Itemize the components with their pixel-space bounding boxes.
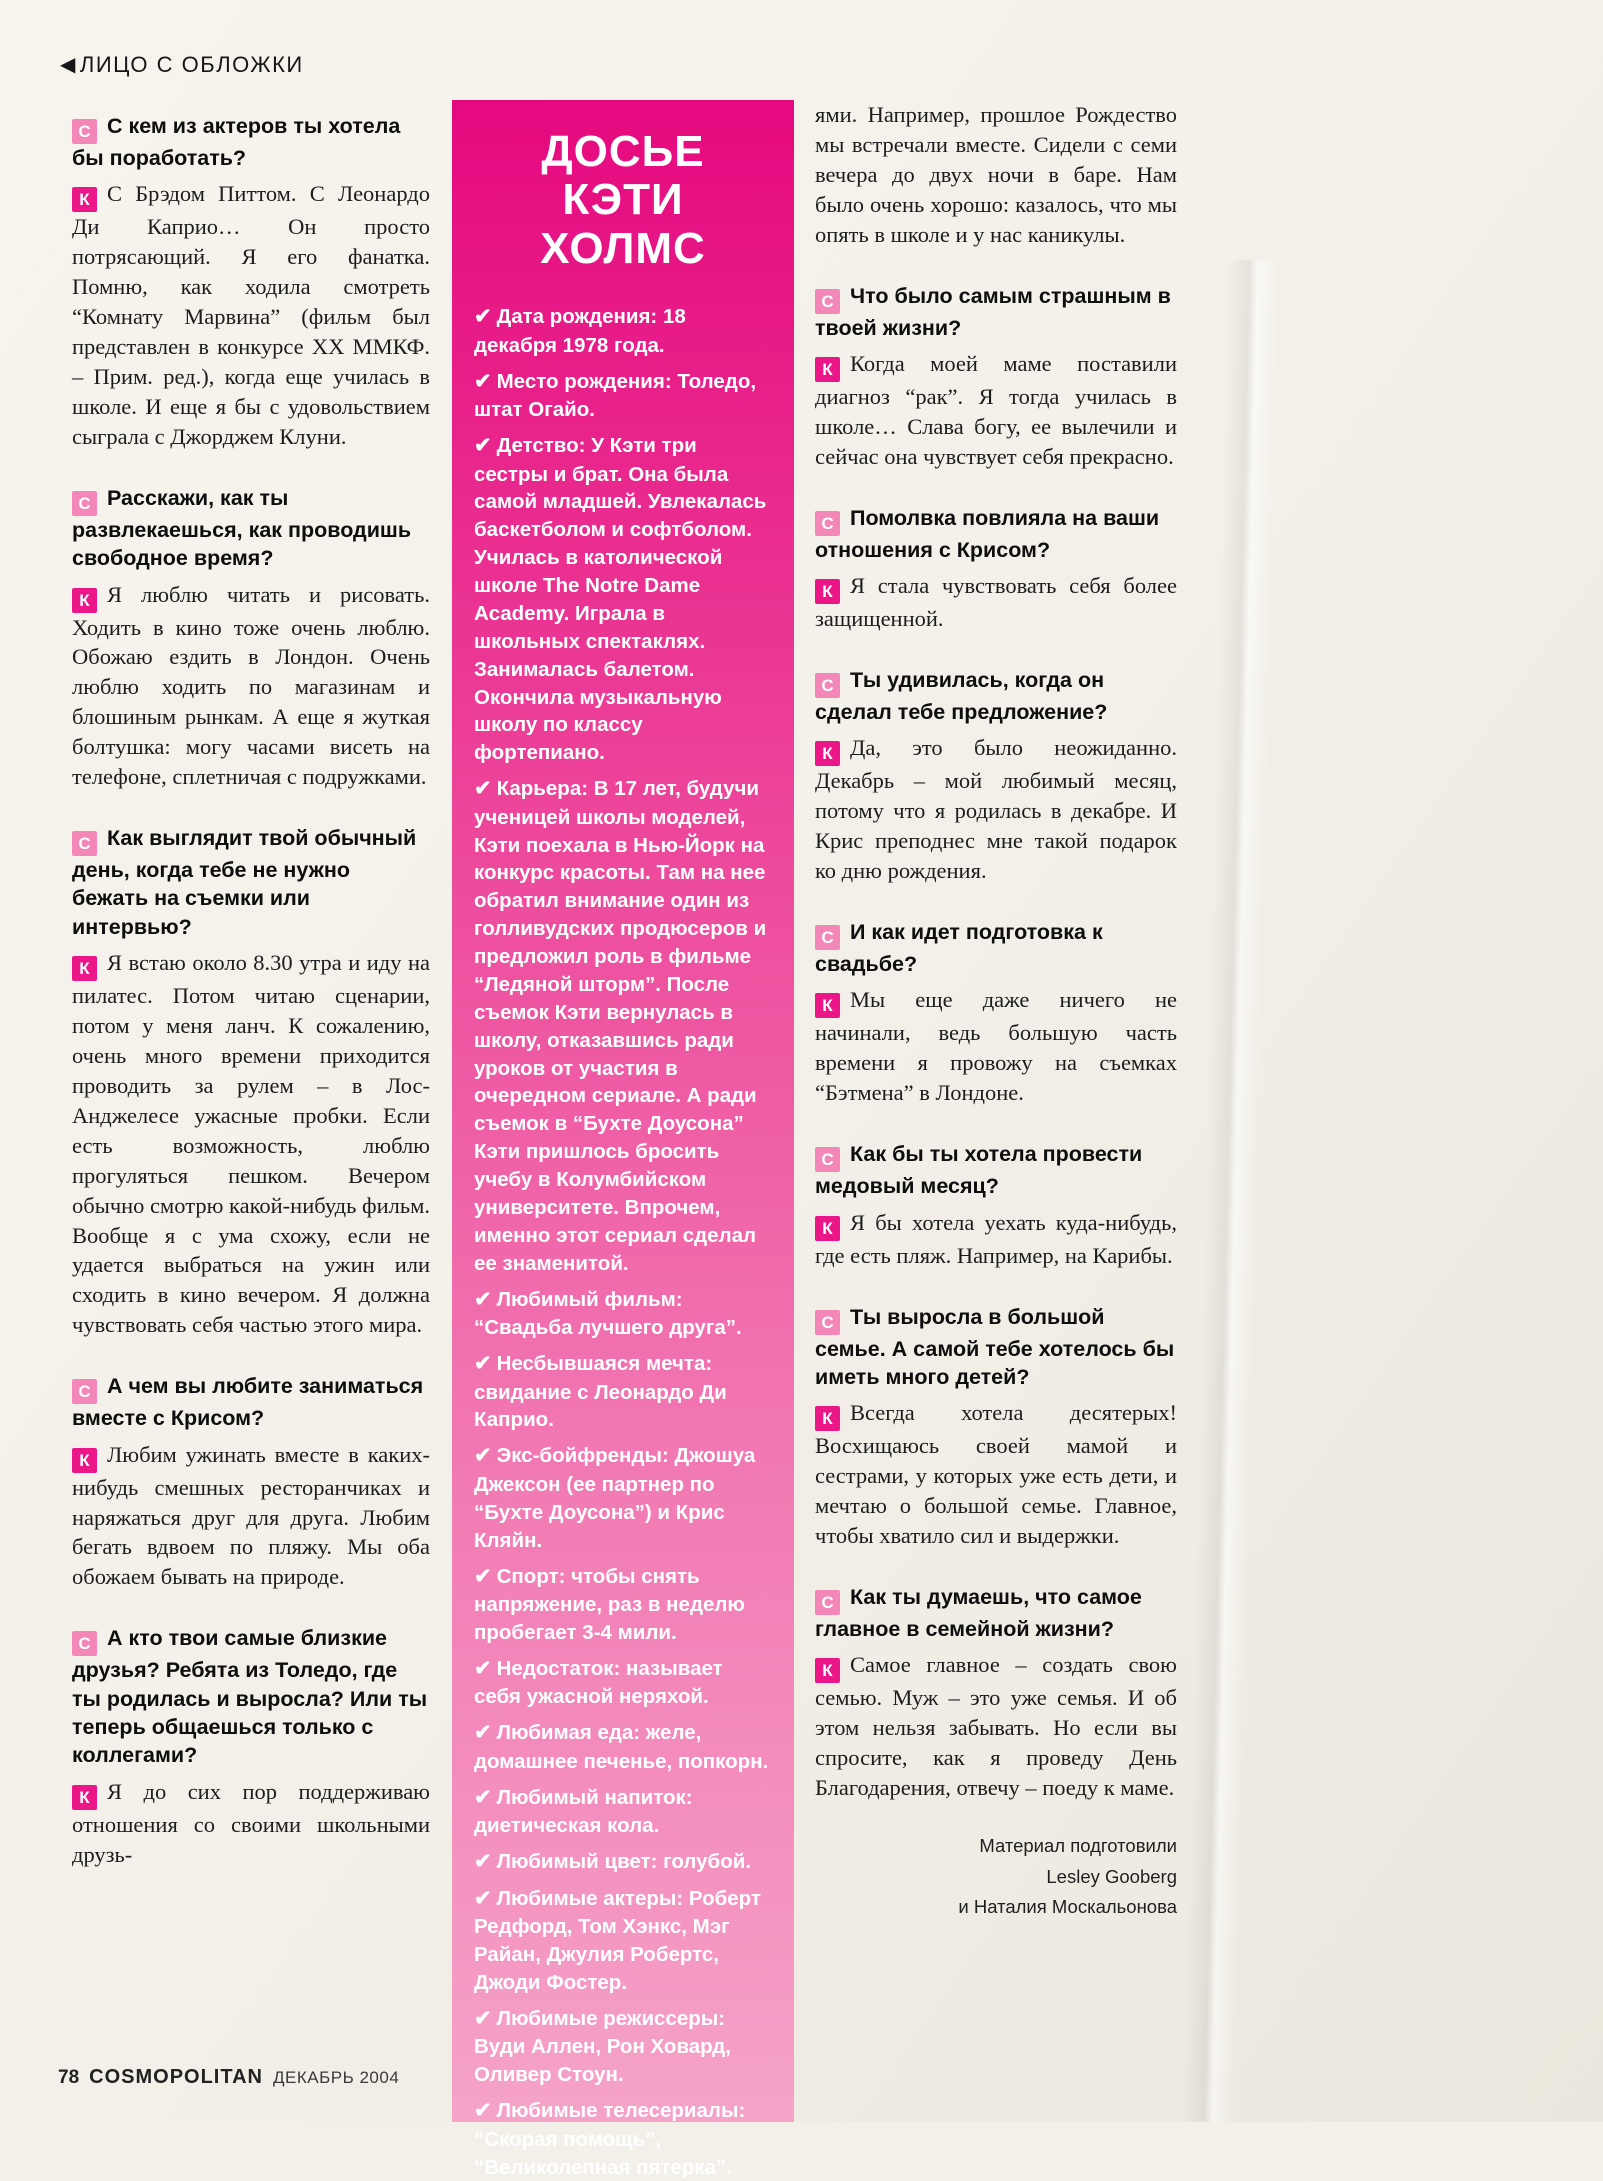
- dossier-item-label: Любимый напиток:: [496, 1785, 693, 1809]
- answer-badge: К: [815, 357, 840, 382]
- right-text-column: [815, 100, 1177, 1923]
- checkmark-icon: ✔: [474, 1287, 492, 1311]
- answer-badge: К: [72, 1448, 97, 1473]
- question-badge: С: [72, 1379, 97, 1404]
- credits-line: и Наталия Москальонова: [958, 1896, 1177, 1918]
- checkmark-icon: ✔: [474, 2099, 492, 2123]
- issue-date: ДЕКАБРЬ 2004: [273, 2068, 400, 2087]
- dossier-item: [474, 303, 772, 359]
- checkmark-icon: ✔: [474, 2006, 492, 2030]
- paragraph-text: А чем вы любите заниматься вместе с Крисом?: [72, 1374, 424, 1431]
- checkmark-icon: ✔: [474, 369, 492, 393]
- checkmark-icon: ✔: [474, 305, 492, 329]
- question-paragraph: [815, 504, 1177, 564]
- paragraph-text: Всегда хотела десятерых! Восхищаюсь своей мамой и сестрами, у которых уже есть дети, и мечтаю о большой семье. Главное, чтобы хватило сил и выдержки.: [815, 1400, 1177, 1549]
- checkmark-icon: ✔: [474, 434, 492, 458]
- dossier-item-label: Карьера:: [496, 777, 594, 801]
- question-badge: С: [815, 1147, 840, 1172]
- paragraph-text: С Брэдом Питтом. С Леонардо Ди Каприо… Он просто потрясающий. Я его фанатка. Помню, как ходила смотреть “Комнату Марвина” (фильм был представлен в конкурсе XX ММКФ. – Прим. ред.), когда еще училась в школе. И еще я бы с удовольствием сыграла с Джорджем Клуни.: [72, 181, 430, 449]
- question-paragraph: [815, 918, 1177, 978]
- dossier-item: [474, 2005, 772, 2089]
- question-badge: С: [815, 673, 840, 698]
- dossier-item-text: В 17 лет, будучи ученицей школы моделей, Кэти поехала в Нью-Йорк на конкурс красоты. Там на нее обратил внимание один из голливудских продюсеров и предложил роль в фильме “Ледяной шторм”. После съемок Кэти вернулась в школу, отказавшись ради уроков от участия в очередном сериале. А ради съемок в “Бухте Доусона” Кэти пришлось бросить учебу в Колумбийском университете. Впрочем, именно этот сериал сделал ее знаменитой.: [474, 777, 767, 1275]
- dossier-item-label: Любимый цвет:: [496, 1850, 664, 1874]
- answer-paragraph: [815, 985, 1177, 1108]
- answer-paragraph: [815, 349, 1177, 472]
- credits-line: Материал подготовили: [979, 1835, 1177, 1857]
- question-paragraph: [72, 1372, 430, 1432]
- answer-paragraph: [72, 580, 430, 793]
- paragraph-text: Как выглядит твой обычный день, когда тебе не нужно бежать на съемки или интервью?: [72, 826, 417, 939]
- credits-line: Lesley Gooberg: [1046, 1865, 1177, 1887]
- dossier-title-line1: ДОСЬЕ: [541, 127, 705, 176]
- dossier-item-text: “Скорая помощь”, “Великолепная пятерка”.: [474, 2127, 732, 2179]
- question-paragraph: [815, 282, 1177, 342]
- checkmark-icon: ✔: [474, 1444, 492, 1468]
- page-number: 78: [58, 2067, 80, 2088]
- dossier-item-text: чтобы снять напряжение, раз в неделю пробегает 3-4 мили.: [474, 1564, 745, 1644]
- dossier-item: [474, 1848, 772, 1877]
- dossier-title-line2: КЭТИ ХОЛМС: [540, 175, 706, 273]
- dossier-item-text: Толедо, штат Огайо.: [474, 369, 757, 422]
- question-badge: С: [815, 511, 840, 536]
- checkmark-icon: ✔: [474, 1785, 492, 1809]
- dossier-item-label: Детство:: [496, 434, 592, 458]
- answer-badge: К: [72, 956, 97, 981]
- dossier-item: [474, 1885, 772, 1997]
- dossier-item-label: Дата рождения:: [496, 305, 663, 329]
- answer-paragraph: [72, 1440, 430, 1593]
- dossier-item-text: Роберт Редфорд, Том Хэнкс, Мэг Райан, Джулия Робертс, Джоди Фостер.: [474, 1886, 761, 1994]
- paragraph-text: А кто твои самые близкие друзья? Ребята из Толедо, где ты родилась и выросла? Или ты теперь общаешься только с коллегами?: [72, 1626, 428, 1768]
- question-badge: С: [815, 1310, 840, 1335]
- paragraph-text: Самое главное – создать свою семью. Муж – это уже семья. И об этом нельзя забывать. Но если вы спросите, как я проведу День Благодарения, отвечу – поеду к маме.: [815, 1652, 1177, 1801]
- answer-badge: К: [815, 1406, 840, 1431]
- dossier-item-text: “Свадьба лучшего друга”.: [474, 1316, 742, 1340]
- dossier-item-label: Любимые режиссеры:: [496, 2006, 726, 2030]
- question-badge: С: [72, 831, 97, 856]
- answer-badge: К: [72, 588, 97, 613]
- answer-paragraph: [72, 1777, 430, 1870]
- dossier-item-text: Вуди Аллен, Рон Ховард, Оливер Стоун.: [474, 2035, 731, 2087]
- dossier-item: [474, 1719, 772, 1775]
- question-badge: С: [72, 491, 97, 516]
- dossier-item-text: диетическая кола.: [474, 1814, 660, 1838]
- answer-paragraph: [815, 1208, 1177, 1271]
- checkmark-icon: ✔: [474, 1656, 492, 1680]
- answer-paragraph: [815, 100, 1177, 250]
- dossier-item: [474, 775, 772, 1277]
- paragraph-text: С кем из актеров ты хотела бы поработать?: [72, 114, 401, 170]
- question-paragraph: [815, 1140, 1177, 1200]
- paragraph-text: Как ты думаешь, что самое главное в семейной жизни?: [815, 1584, 1142, 1641]
- dossier-item-text: 18 декабря 1978 года.: [474, 305, 686, 357]
- dossier-item-label: Спорт:: [496, 1564, 572, 1588]
- question-badge: С: [815, 289, 840, 314]
- checkmark-icon: ✔: [474, 1721, 492, 1745]
- dossier-sidebar: [452, 100, 794, 2179]
- dossier-item: [474, 1442, 772, 1554]
- question-paragraph: [72, 484, 430, 573]
- checkmark-icon: ✔: [474, 777, 492, 801]
- answer-badge: К: [815, 1658, 840, 1683]
- question-paragraph: [815, 1583, 1177, 1643]
- answer-paragraph: [815, 571, 1177, 634]
- paragraph-text: Я встаю около 8.30 утра и иду на пилатес. Потом читаю сценарии, потом у меня ланч. К сожалению, очень много времени приходится проводить за рулем – в Лос-Анджелесе ужасные пробки. Если есть возможность, люблю прогуляться пешком. Вечером обычно смотрю какой-нибудь фильм. Вообще я с ума схожу, если не удается выбраться на ужин или сходить в кино вечером. Я должна чувствовать себя частью этого мира.: [72, 950, 430, 1338]
- paragraph-text: Расскажи, как ты развлекаешься, как проводишь свободное время?: [72, 485, 412, 571]
- dossier-item: [474, 2097, 772, 2181]
- dossier-item-text: желе, домашнее печенье, попкорн.: [474, 1721, 769, 1773]
- dossier-item-text: Джошуа Джексон (ее партнер по “Бухте Доусона”) и Крис Кляйн.: [474, 1444, 756, 1552]
- dossier-item-text: У Кэти три сестры и брат. Она была самой младшей. Увлекалась баскетболом и софтболом. Училась в католической школе The Notre Dame Academy. Играла в школьных спектаклях. Занималась балетом. Окончила музыкальную школу по классу фортепиано.: [474, 434, 767, 765]
- question-paragraph: [815, 666, 1177, 726]
- answer-paragraph: [815, 733, 1177, 886]
- paragraph-text: Помолвка повлияла на ваши отношения с Крисом?: [815, 505, 1160, 562]
- dossier-list: [474, 303, 772, 2181]
- dossier-item-label: Любимая еда:: [496, 1721, 646, 1745]
- question-paragraph: [72, 1624, 430, 1770]
- dossier-item: [474, 368, 772, 424]
- paragraph-text: Ты выросла в большой семье. А самой тебе хотелось бы иметь много детей?: [815, 1304, 1175, 1389]
- question-badge: С: [72, 1631, 97, 1656]
- paragraph-text: Как бы ты хотела провести медовый месяц?: [815, 1142, 1143, 1199]
- answer-badge: К: [815, 741, 840, 766]
- dossier-item-text: голубой.: [663, 1850, 752, 1874]
- paragraph-text: Я до сих пор поддерживаю отношения со своими школьными друзь-: [72, 1778, 430, 1867]
- paragraph-text: Мы еще даже ничего не начинали, ведь большую часть времени я провожу на съемках “Бэтмена” в Лондоне.: [815, 987, 1177, 1106]
- dossier-item-label: Любимые актеры:: [496, 1886, 689, 1910]
- answer-paragraph: [72, 179, 430, 451]
- paragraph-text: Любим ужинать вместе в каких-нибудь смешных ресторанчиках и наряжаться друг для друга. Любим бегать вдвоем по пляжу. Мы оба обожаем бывать на природе.: [72, 1441, 430, 1590]
- paragraph-text: И как идет подготовка к свадьбе?: [815, 920, 1103, 977]
- answer-paragraph: [815, 1650, 1177, 1803]
- paragraph-text: Я бы хотела уехать куда-нибудь, где есть пляж. Например, на Карибы.: [815, 1209, 1177, 1268]
- dossier-item: [474, 1286, 772, 1342]
- dossier-item-label: Недостаток:: [496, 1656, 626, 1680]
- paper-crease: [1182, 260, 1279, 2123]
- back-arrow-icon: ◀: [60, 54, 77, 76]
- answer-paragraph: [72, 948, 430, 1340]
- question-paragraph: [72, 824, 430, 941]
- paragraph-text: Когда моей маме поставили диагноз “рак”. Я тогда училась в школе… Слава богу, ее вылечили и сейчас она чувствует себя прекрасно.: [815, 350, 1177, 469]
- answer-badge: К: [815, 1216, 840, 1241]
- answer-badge: К: [72, 1785, 97, 1810]
- answer-paragraph: [815, 1398, 1177, 1551]
- checkmark-icon: ✔: [474, 1850, 492, 1874]
- paragraph-text: Я люблю читать и рисовать. Ходить в кино тоже очень люблю. Обожаю ездить в Лондон. Очень люблю ходить по магазинам и блошиным рынкам. А еще я жуткая болтушка: могу часами висеть на телефоне, сплетничая с подружками.: [72, 581, 430, 790]
- answer-badge: К: [815, 993, 840, 1018]
- page-footer: [58, 2066, 399, 2089]
- paragraph-text: Да, это было неожиданно. Декабрь – мой любимый месяц, потому что я родилась в декабре. И Крис преподнес мне такой подарок ко дню рождения.: [815, 735, 1177, 884]
- question-badge: С: [815, 925, 840, 950]
- credits-block: [815, 1831, 1177, 1923]
- dossier-item-label: Экс-бойфренды:: [496, 1444, 675, 1468]
- paragraph-text: Что было самым страшным в твоей жизни?: [815, 283, 1171, 340]
- dossier-item: [474, 432, 772, 767]
- magazine-name: COSMOPOLITAN: [89, 2066, 263, 2088]
- left-text-column: [72, 112, 430, 1878]
- question-badge: С: [72, 119, 97, 144]
- dossier-item-label: Любимый фильм:: [496, 1287, 683, 1311]
- dossier-item-label: Любимые телесериалы:: [496, 2099, 746, 2123]
- dossier-item-text: называет себя ужасной неряхой.: [474, 1656, 723, 1709]
- question-paragraph: [72, 112, 430, 172]
- checkmark-icon: ✔: [474, 1564, 492, 1588]
- dossier-item-text: свидание с Леонардо Ди Каприо.: [474, 1380, 727, 1432]
- checkmark-icon: ✔: [474, 1886, 492, 1910]
- checkmark-icon: ✔: [474, 1352, 492, 1376]
- paragraph-text: ями. Например, прошлое Рождество мы встречали вместе. Сидели с семи вечера до двух ночи в баре. Нам было очень хорошо: казалось, что мы опять в школе и у нас каникулы.: [815, 102, 1177, 247]
- paragraph-text: Я стала чувствовать себя более защищенной.: [815, 573, 1177, 632]
- question-badge: С: [815, 1590, 840, 1615]
- dossier-item: [474, 1784, 772, 1840]
- dossier-item: [474, 1655, 772, 1711]
- dossier-item-label: Несбывшаяся мечта:: [496, 1352, 713, 1376]
- section-header: [60, 52, 304, 78]
- answer-badge: К: [815, 579, 840, 604]
- dossier-item-label: Место рождения:: [496, 369, 678, 393]
- dossier-item: [474, 1563, 772, 1647]
- answer-badge: К: [72, 187, 97, 212]
- question-paragraph: [815, 1303, 1177, 1392]
- dossier-title: [474, 128, 772, 273]
- paragraph-text: Ты удивилась, когда он сделал тебе предложение?: [815, 668, 1108, 725]
- dossier-item: [474, 1350, 772, 1434]
- section-header-label: ЛИЦО С ОБЛОЖКИ: [79, 52, 304, 77]
